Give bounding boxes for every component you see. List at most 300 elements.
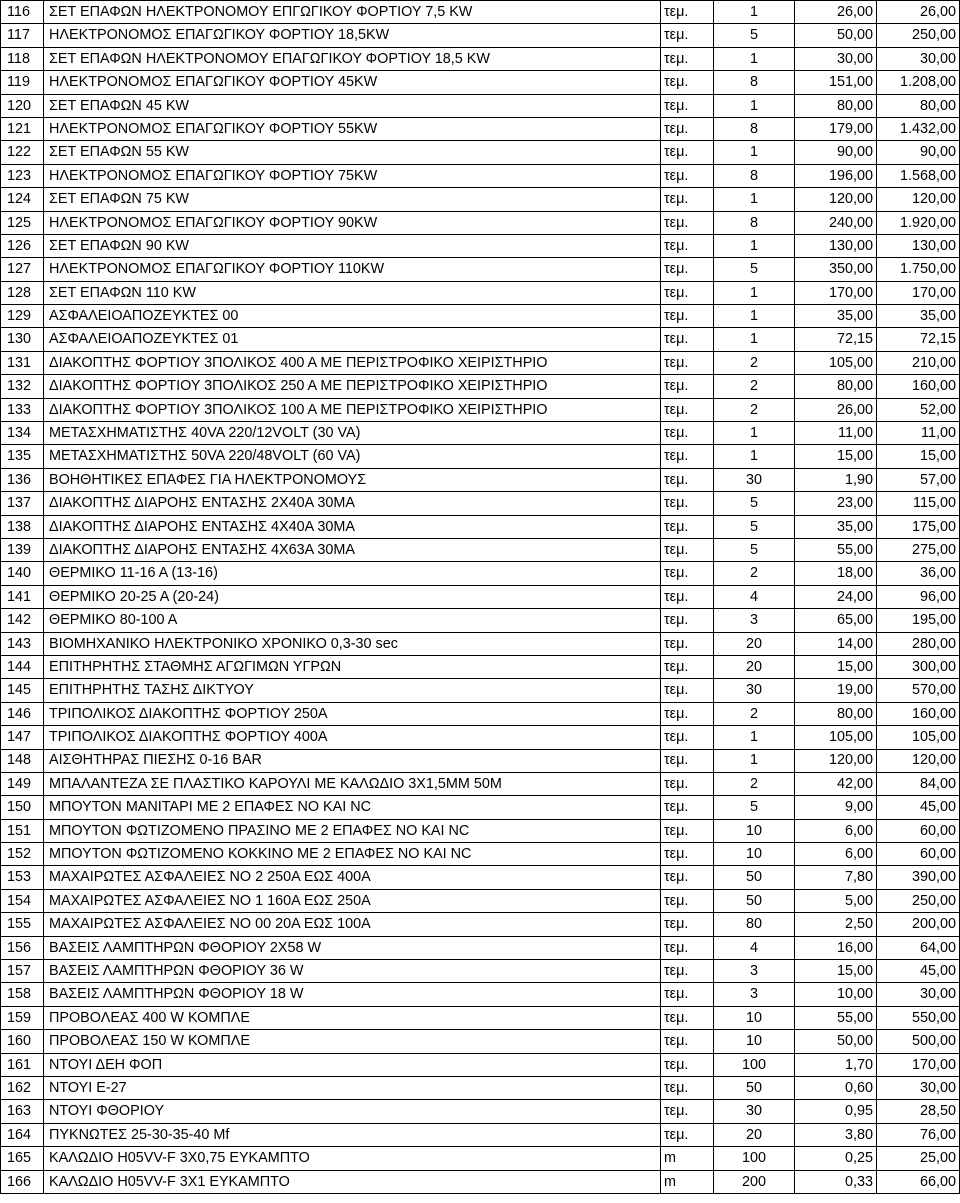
row-number-cell: 126 bbox=[1, 234, 44, 257]
unit-price-cell: 240,00 bbox=[795, 211, 877, 234]
unit-price-cell: 7,80 bbox=[795, 866, 877, 889]
description-cell: ΠΡΟΒΟΛΕΑΣ 150 W ΚΟΜΠΛΕ bbox=[44, 1030, 661, 1053]
unit-price-cell: 105,00 bbox=[795, 351, 877, 374]
unit-cell: τεμ. bbox=[661, 258, 714, 281]
description-cell: ΜΑΧΑΙΡΩΤΕΣ ΑΣΦΑΛΕΙΕΣ ΝΟ 2 250Α ΕΩΣ 400Α bbox=[44, 866, 661, 889]
table-row bbox=[1, 71, 960, 94]
quantity-cell: 5 bbox=[714, 515, 795, 538]
quantity-cell: 5 bbox=[714, 492, 795, 515]
unit-cell: τεμ. bbox=[661, 983, 714, 1006]
table-row bbox=[1, 585, 960, 608]
unit-price-cell: 50,00 bbox=[795, 1030, 877, 1053]
description-cell: ΒΙΟΜΗΧΑΝΙΚΟ ΗΛΕΚΤΡΟΝΙΚΟ ΧΡΟΝΙΚΟ 0,3-30 sec bbox=[44, 632, 661, 655]
unit-price-cell: 14,00 bbox=[795, 632, 877, 655]
table-row bbox=[1, 117, 960, 140]
table-row bbox=[1, 445, 960, 468]
total-cell: 36,00 bbox=[877, 562, 960, 585]
unit-cell: τεμ. bbox=[661, 913, 714, 936]
quantity-cell: 200 bbox=[714, 1170, 795, 1193]
total-cell: 11,00 bbox=[877, 422, 960, 445]
total-cell: 175,00 bbox=[877, 515, 960, 538]
unit-price-cell: 10,00 bbox=[795, 983, 877, 1006]
table-row bbox=[1, 562, 960, 585]
table-row bbox=[1, 328, 960, 351]
unit-cell: τεμ. bbox=[661, 94, 714, 117]
table-row bbox=[1, 94, 960, 117]
unit-cell: m bbox=[661, 1170, 714, 1193]
unit-cell: τεμ. bbox=[661, 468, 714, 491]
row-number-cell: 164 bbox=[1, 1123, 44, 1146]
description-cell: ΣΕΤ ΕΠΑΦΩΝ ΗΛΕΚΤΡΟΝΟΜΟΥ ΕΠΓΩΓΙΚΟΥ ΦΟΡΤΙΟΥ 7,5 KW bbox=[44, 1, 661, 24]
row-number-cell: 128 bbox=[1, 281, 44, 304]
table-row bbox=[1, 47, 960, 70]
row-number-cell: 136 bbox=[1, 468, 44, 491]
description-cell: ΠΥΚΝΩΤΕΣ 25-30-35-40 Mf bbox=[44, 1123, 661, 1146]
row-number-cell: 141 bbox=[1, 585, 44, 608]
row-number-cell: 130 bbox=[1, 328, 44, 351]
table-row bbox=[1, 655, 960, 678]
description-cell: ΕΠΙΤΗΡΗΤΗΣ ΤΑΣΗΣ ΔΙΚΤΥΟΥ bbox=[44, 679, 661, 702]
row-number-cell: 132 bbox=[1, 375, 44, 398]
unit-cell: τεμ. bbox=[661, 562, 714, 585]
quantity-cell: 100 bbox=[714, 1053, 795, 1076]
table-row bbox=[1, 819, 960, 842]
table-row bbox=[1, 1, 960, 24]
unit-price-cell: 35,00 bbox=[795, 305, 877, 328]
quantity-cell: 10 bbox=[714, 843, 795, 866]
unit-cell: τεμ. bbox=[661, 141, 714, 164]
unit-price-cell: 1,70 bbox=[795, 1053, 877, 1076]
total-cell: 130,00 bbox=[877, 234, 960, 257]
quantity-cell: 3 bbox=[714, 960, 795, 983]
row-number-cell: 140 bbox=[1, 562, 44, 585]
row-number-cell: 150 bbox=[1, 796, 44, 819]
unit-price-cell: 65,00 bbox=[795, 609, 877, 632]
total-cell: 60,00 bbox=[877, 843, 960, 866]
row-number-cell: 138 bbox=[1, 515, 44, 538]
quantity-cell: 1 bbox=[714, 445, 795, 468]
unit-cell: τεμ. bbox=[661, 281, 714, 304]
unit-price-cell: 18,00 bbox=[795, 562, 877, 585]
unit-price-cell: 1,90 bbox=[795, 468, 877, 491]
table-row bbox=[1, 1076, 960, 1099]
total-cell: 120,00 bbox=[877, 188, 960, 211]
description-cell: ΠΡΟΒΟΛΕΑΣ 400 W ΚΟΜΠΛΕ bbox=[44, 1006, 661, 1029]
description-cell: ΣΕΤ ΕΠΑΦΩΝ 110 KW bbox=[44, 281, 661, 304]
quantity-cell: 5 bbox=[714, 24, 795, 47]
row-number-cell: 120 bbox=[1, 94, 44, 117]
table-row bbox=[1, 889, 960, 912]
description-cell: ΔΙΑΚΟΠΤΗΣ ΔΙΑΡΟΗΣ ΕΝΤΑΣΗΣ 4Χ63Α 30ΜΑ bbox=[44, 538, 661, 561]
unit-price-cell: 179,00 bbox=[795, 117, 877, 140]
unit-cell: τεμ. bbox=[661, 889, 714, 912]
description-cell: ΜΑΧΑΙΡΩΤΕΣ ΑΣΦΑΛΕΙΕΣ ΝΟ 00 20Α ΕΩΣ 100Α bbox=[44, 913, 661, 936]
unit-price-cell: 0,60 bbox=[795, 1076, 877, 1099]
total-cell: 115,00 bbox=[877, 492, 960, 515]
table-row bbox=[1, 234, 960, 257]
unit-cell: τεμ. bbox=[661, 164, 714, 187]
table-row bbox=[1, 609, 960, 632]
description-cell: ΔΙΑΚΟΠΤΗΣ ΔΙΑΡΟΗΣ ΕΝΤΑΣΗΣ 2Χ40Α 30ΜΑ bbox=[44, 492, 661, 515]
description-cell: ΣΕΤ ΕΠΑΦΩΝ 45 KW bbox=[44, 94, 661, 117]
row-number-cell: 162 bbox=[1, 1076, 44, 1099]
unit-cell: τεμ. bbox=[661, 796, 714, 819]
table-row bbox=[1, 141, 960, 164]
total-cell: 1.920,00 bbox=[877, 211, 960, 234]
unit-cell: τεμ. bbox=[661, 515, 714, 538]
description-cell: ΝΤΟΥΙ ΦΘΟΡΙΟΥ bbox=[44, 1100, 661, 1123]
unit-price-cell: 170,00 bbox=[795, 281, 877, 304]
table-row bbox=[1, 164, 960, 187]
total-cell: 300,00 bbox=[877, 655, 960, 678]
row-number-cell: 156 bbox=[1, 936, 44, 959]
row-number-cell: 123 bbox=[1, 164, 44, 187]
description-cell: ΔΙΑΚΟΠΤΗΣ ΦΟΡΤΙΟΥ 3ΠΟΛΙΚΟΣ 100 Α ΜΕ ΠΕΡΙΣΤΡΟΦΙΚΟ ΧΕΙΡΙΣΤΗΡΙΟ bbox=[44, 398, 661, 421]
unit-cell: τεμ. bbox=[661, 492, 714, 515]
unit-price-cell: 0,25 bbox=[795, 1147, 877, 1170]
quantity-cell: 30 bbox=[714, 1100, 795, 1123]
total-cell: 160,00 bbox=[877, 375, 960, 398]
table-row bbox=[1, 281, 960, 304]
total-cell: 30,00 bbox=[877, 1076, 960, 1099]
unit-cell: τεμ. bbox=[661, 702, 714, 725]
quantity-cell: 5 bbox=[714, 538, 795, 561]
unit-price-cell: 80,00 bbox=[795, 94, 877, 117]
table-row bbox=[1, 515, 960, 538]
total-cell: 84,00 bbox=[877, 772, 960, 795]
quantity-cell: 4 bbox=[714, 936, 795, 959]
unit-cell: τεμ. bbox=[661, 632, 714, 655]
quantity-cell: 8 bbox=[714, 117, 795, 140]
description-cell: ΣΕΤ ΕΠΑΦΩΝ 75 KW bbox=[44, 188, 661, 211]
unit-cell: τεμ. bbox=[661, 422, 714, 445]
total-cell: 250,00 bbox=[877, 24, 960, 47]
unit-price-cell: 3,80 bbox=[795, 1123, 877, 1146]
quantity-cell: 1 bbox=[714, 726, 795, 749]
description-cell: ΗΛΕΚΤΡΟΝΟΜΟΣ ΕΠΑΓΩΓΙΚΟΥ ΦΟΡΤΙΟΥ 90KW bbox=[44, 211, 661, 234]
unit-price-cell: 15,00 bbox=[795, 445, 877, 468]
description-cell: ΝΤΟΥΙ ΔΕΗ ΦΟΠ bbox=[44, 1053, 661, 1076]
description-cell: ΜΠΟΥΤΟΝ ΜΑΝΙΤΑΡΙ ΜΕ 2 ΕΠΑΦΕΣ ΝΟ ΚΑΙ NC bbox=[44, 796, 661, 819]
unit-price-cell: 105,00 bbox=[795, 726, 877, 749]
table-row bbox=[1, 1006, 960, 1029]
quantity-cell: 3 bbox=[714, 983, 795, 1006]
quantity-cell: 1 bbox=[714, 749, 795, 772]
row-number-cell: 142 bbox=[1, 609, 44, 632]
unit-cell: τεμ. bbox=[661, 866, 714, 889]
quantity-cell: 1 bbox=[714, 281, 795, 304]
unit-price-cell: 15,00 bbox=[795, 655, 877, 678]
total-cell: 1.750,00 bbox=[877, 258, 960, 281]
description-cell: ΑΣΦΑΛΕΙΟΑΠΟΖΕΥΚΤΕΣ 00 bbox=[44, 305, 661, 328]
row-number-cell: 161 bbox=[1, 1053, 44, 1076]
row-number-cell: 163 bbox=[1, 1100, 44, 1123]
description-cell: ΗΛΕΚΤΡΟΝΟΜΟΣ ΕΠΑΓΩΓΙΚΟΥ ΦΟΡΤΙΟΥ 45KW bbox=[44, 71, 661, 94]
row-number-cell: 122 bbox=[1, 141, 44, 164]
total-cell: 570,00 bbox=[877, 679, 960, 702]
total-cell: 160,00 bbox=[877, 702, 960, 725]
unit-price-cell: 6,00 bbox=[795, 843, 877, 866]
quantity-cell: 2 bbox=[714, 562, 795, 585]
total-cell: 275,00 bbox=[877, 538, 960, 561]
row-number-cell: 158 bbox=[1, 983, 44, 1006]
unit-price-cell: 23,00 bbox=[795, 492, 877, 515]
quantity-cell: 2 bbox=[714, 702, 795, 725]
description-cell: ΜΕΤΑΣΧΗΜΑΤΙΣΤΗΣ 50VA 220/48VOLT (60 VA) bbox=[44, 445, 661, 468]
total-cell: 28,50 bbox=[877, 1100, 960, 1123]
table-row bbox=[1, 936, 960, 959]
quantity-cell: 10 bbox=[714, 1006, 795, 1029]
unit-cell: τεμ. bbox=[661, 726, 714, 749]
row-number-cell: 146 bbox=[1, 702, 44, 725]
quantity-cell: 50 bbox=[714, 889, 795, 912]
quantity-cell: 4 bbox=[714, 585, 795, 608]
quantity-cell: 2 bbox=[714, 772, 795, 795]
description-cell: ΒΑΣΕΙΣ ΛΑΜΠΤΗΡΩΝ ΦΘΟΡΙΟΥ 2Χ58 W bbox=[44, 936, 661, 959]
table-row bbox=[1, 351, 960, 374]
description-cell: ΜΠΟΥΤΟΝ ΦΩΤΙΖΟΜΕΝΟ ΚΟΚΚΙΝΟ ΜΕ 2 ΕΠΑΦΕΣ ΝΟ ΚΑΙ NC bbox=[44, 843, 661, 866]
unit-price-cell: 0,33 bbox=[795, 1170, 877, 1193]
quantity-cell: 2 bbox=[714, 351, 795, 374]
unit-price-cell: 30,00 bbox=[795, 47, 877, 70]
table-row bbox=[1, 726, 960, 749]
description-cell: ΗΛΕΚΤΡΟΝΟΜΟΣ ΕΠΑΓΩΓΙΚΟΥ ΦΟΡΤΙΟΥ 18,5KW bbox=[44, 24, 661, 47]
unit-price-cell: 6,00 bbox=[795, 819, 877, 842]
total-cell: 72,15 bbox=[877, 328, 960, 351]
unit-price-cell: 11,00 bbox=[795, 422, 877, 445]
unit-price-cell: 5,00 bbox=[795, 889, 877, 912]
unit-cell: τεμ. bbox=[661, 585, 714, 608]
row-number-cell: 137 bbox=[1, 492, 44, 515]
unit-cell: τεμ. bbox=[661, 71, 714, 94]
total-cell: 76,00 bbox=[877, 1123, 960, 1146]
quantity-cell: 1 bbox=[714, 234, 795, 257]
row-number-cell: 139 bbox=[1, 538, 44, 561]
description-cell: ΔΙΑΚΟΠΤΗΣ ΔΙΑΡΟΗΣ ΕΝΤΑΣΗΣ 4Χ40Α 30ΜΑ bbox=[44, 515, 661, 538]
unit-price-cell: 42,00 bbox=[795, 772, 877, 795]
unit-price-cell: 120,00 bbox=[795, 749, 877, 772]
description-cell: ΚΑΛΩΔΙΟ H05VV-F 3Χ1 ΕΥΚΑΜΠΤΟ bbox=[44, 1170, 661, 1193]
unit-cell: τεμ. bbox=[661, 305, 714, 328]
row-number-cell: 135 bbox=[1, 445, 44, 468]
quantity-cell: 8 bbox=[714, 211, 795, 234]
unit-cell: τεμ. bbox=[661, 234, 714, 257]
unit-price-cell: 24,00 bbox=[795, 585, 877, 608]
row-number-cell: 118 bbox=[1, 47, 44, 70]
quantity-cell: 1 bbox=[714, 422, 795, 445]
unit-cell: τεμ. bbox=[661, 1, 714, 24]
unit-cell: τεμ. bbox=[661, 819, 714, 842]
unit-price-cell: 9,00 bbox=[795, 796, 877, 819]
total-cell: 120,00 bbox=[877, 749, 960, 772]
quantity-cell: 1 bbox=[714, 1, 795, 24]
unit-price-cell: 55,00 bbox=[795, 1006, 877, 1029]
description-cell: ΚΑΛΩΔΙΟ H05VV-F 3Χ0,75 ΕΥΚΑΜΠΤΟ bbox=[44, 1147, 661, 1170]
total-cell: 30,00 bbox=[877, 47, 960, 70]
unit-price-cell: 15,00 bbox=[795, 960, 877, 983]
unit-price-cell: 50,00 bbox=[795, 24, 877, 47]
unit-cell: τεμ. bbox=[661, 1053, 714, 1076]
total-cell: 25,00 bbox=[877, 1147, 960, 1170]
table-row bbox=[1, 749, 960, 772]
table-row bbox=[1, 913, 960, 936]
unit-cell: τεμ. bbox=[661, 1123, 714, 1146]
row-number-cell: 124 bbox=[1, 188, 44, 211]
unit-cell: τεμ. bbox=[661, 679, 714, 702]
table-row bbox=[1, 1123, 960, 1146]
description-cell: ΗΛΕΚΤΡΟΝΟΜΟΣ ΕΠΑΓΩΓΙΚΟΥ ΦΟΡΤΙΟΥ 55KW bbox=[44, 117, 661, 140]
unit-cell: τεμ. bbox=[661, 749, 714, 772]
quantity-cell: 100 bbox=[714, 1147, 795, 1170]
row-number-cell: 166 bbox=[1, 1170, 44, 1193]
table-row bbox=[1, 492, 960, 515]
description-cell: ΣΕΤ ΕΠΑΦΩΝ ΗΛΕΚΤΡΟΝΟΜΟΥ ΕΠΑΓΩΓΙΚΟΥ ΦΟΡΤΙΟΥ 18,5 KW bbox=[44, 47, 661, 70]
row-number-cell: 117 bbox=[1, 24, 44, 47]
row-number-cell: 152 bbox=[1, 843, 44, 866]
table-row bbox=[1, 983, 960, 1006]
quantity-cell: 20 bbox=[714, 632, 795, 655]
description-cell: ΜΠΑΛΑΝΤΕΖΑ ΣΕ ΠΛΑΣΤΙΚΟ ΚΑΡΟΥΛΙ ΜΕ ΚΑΛΩΔΙΟ 3Χ1,5ΜΜ 50Μ bbox=[44, 772, 661, 795]
row-number-cell: 157 bbox=[1, 960, 44, 983]
row-number-cell: 131 bbox=[1, 351, 44, 374]
table-row bbox=[1, 375, 960, 398]
total-cell: 280,00 bbox=[877, 632, 960, 655]
unit-cell: τεμ. bbox=[661, 117, 714, 140]
description-cell: ΘΕΡΜΙΚΟ 11-16 Α (13-16) bbox=[44, 562, 661, 585]
table-row bbox=[1, 796, 960, 819]
table-row bbox=[1, 1147, 960, 1170]
table-row bbox=[1, 211, 960, 234]
unit-price-cell: 35,00 bbox=[795, 515, 877, 538]
row-number-cell: 116 bbox=[1, 1, 44, 24]
description-cell: ΒΟΗΘΗΤΙΚΕΣ ΕΠΑΦΕΣ ΓΙΑ ΗΛΕΚΤΡΟΝΟΜΟΥΣ bbox=[44, 468, 661, 491]
unit-cell: τεμ. bbox=[661, 188, 714, 211]
total-cell: 60,00 bbox=[877, 819, 960, 842]
quantity-cell: 1 bbox=[714, 47, 795, 70]
quantity-cell: 1 bbox=[714, 94, 795, 117]
unit-cell: τεμ. bbox=[661, 445, 714, 468]
unit-cell: τεμ. bbox=[661, 609, 714, 632]
description-cell: ΑΣΦΑΛΕΙΟΑΠΟΖΕΥΚΤΕΣ 01 bbox=[44, 328, 661, 351]
total-cell: 30,00 bbox=[877, 983, 960, 1006]
quantity-cell: 1 bbox=[714, 188, 795, 211]
table-row bbox=[1, 866, 960, 889]
unit-price-cell: 196,00 bbox=[795, 164, 877, 187]
table-row bbox=[1, 398, 960, 421]
description-cell: ΘΕΡΜΙΚΟ 80-100 Α bbox=[44, 609, 661, 632]
row-number-cell: 160 bbox=[1, 1030, 44, 1053]
quantity-cell: 80 bbox=[714, 913, 795, 936]
total-cell: 66,00 bbox=[877, 1170, 960, 1193]
total-cell: 200,00 bbox=[877, 913, 960, 936]
row-number-cell: 153 bbox=[1, 866, 44, 889]
unit-price-cell: 16,00 bbox=[795, 936, 877, 959]
total-cell: 170,00 bbox=[877, 1053, 960, 1076]
total-cell: 390,00 bbox=[877, 866, 960, 889]
total-cell: 1.568,00 bbox=[877, 164, 960, 187]
unit-price-cell: 120,00 bbox=[795, 188, 877, 211]
total-cell: 26,00 bbox=[877, 1, 960, 24]
row-number-cell: 151 bbox=[1, 819, 44, 842]
row-number-cell: 144 bbox=[1, 655, 44, 678]
table-row bbox=[1, 538, 960, 561]
description-cell: ΤΡΙΠΟΛΙΚΟΣ ΔΙΑΚΟΠΤΗΣ ΦΟΡΤΙΟΥ 400Α bbox=[44, 726, 661, 749]
description-cell: ΔΙΑΚΟΠΤΗΣ ΦΟΡΤΙΟΥ 3ΠΟΛΙΚΟΣ 400 Α ΜΕ ΠΕΡΙΣΤΡΟΦΙΚΟ ΧΕΙΡΙΣΤΗΡΙΟ bbox=[44, 351, 661, 374]
quantity-cell: 1 bbox=[714, 141, 795, 164]
quantity-cell: 20 bbox=[714, 1123, 795, 1146]
unit-cell: τεμ. bbox=[661, 328, 714, 351]
quantity-cell: 8 bbox=[714, 164, 795, 187]
quantity-cell: 8 bbox=[714, 71, 795, 94]
quantity-cell: 5 bbox=[714, 796, 795, 819]
quantity-cell: 10 bbox=[714, 1030, 795, 1053]
table-row bbox=[1, 960, 960, 983]
unit-cell: τεμ. bbox=[661, 1006, 714, 1029]
description-cell: ΜΑΧΑΙΡΩΤΕΣ ΑΣΦΑΛΕΙΕΣ ΝΟ 1 160Α ΕΩΣ 250Α bbox=[44, 889, 661, 912]
description-cell: ΗΛΕΚΤΡΟΝΟΜΟΣ ΕΠΑΓΩΓΙΚΟΥ ΦΟΡΤΙΟΥ 110KW bbox=[44, 258, 661, 281]
unit-price-cell: 72,15 bbox=[795, 328, 877, 351]
total-cell: 500,00 bbox=[877, 1030, 960, 1053]
unit-cell: τεμ. bbox=[661, 24, 714, 47]
table-row bbox=[1, 188, 960, 211]
description-cell: ΣΕΤ ΕΠΑΦΩΝ 55 KW bbox=[44, 141, 661, 164]
row-number-cell: 159 bbox=[1, 1006, 44, 1029]
unit-price-cell: 26,00 bbox=[795, 398, 877, 421]
quantity-cell: 10 bbox=[714, 819, 795, 842]
total-cell: 1.432,00 bbox=[877, 117, 960, 140]
description-cell: ΕΠΙΤΗΡΗΤΗΣ ΣΤΑΘΜΗΣ ΑΓΩΓΙΜΩΝ ΥΓΡΩΝ bbox=[44, 655, 661, 678]
total-cell: 45,00 bbox=[877, 960, 960, 983]
total-cell: 57,00 bbox=[877, 468, 960, 491]
row-number-cell: 121 bbox=[1, 117, 44, 140]
total-cell: 35,00 bbox=[877, 305, 960, 328]
row-number-cell: 119 bbox=[1, 71, 44, 94]
row-number-cell: 145 bbox=[1, 679, 44, 702]
table-row bbox=[1, 24, 960, 47]
unit-cell: τεμ. bbox=[661, 47, 714, 70]
row-number-cell: 148 bbox=[1, 749, 44, 772]
unit-cell: τεμ. bbox=[661, 1030, 714, 1053]
unit-cell: τεμ. bbox=[661, 843, 714, 866]
total-cell: 550,00 bbox=[877, 1006, 960, 1029]
quantity-cell: 30 bbox=[714, 468, 795, 491]
total-cell: 195,00 bbox=[877, 609, 960, 632]
unit-cell: τεμ. bbox=[661, 1076, 714, 1099]
unit-price-cell: 80,00 bbox=[795, 702, 877, 725]
total-cell: 15,00 bbox=[877, 445, 960, 468]
quantity-cell: 1 bbox=[714, 305, 795, 328]
total-cell: 210,00 bbox=[877, 351, 960, 374]
table-row bbox=[1, 702, 960, 725]
total-cell: 250,00 bbox=[877, 889, 960, 912]
table-row bbox=[1, 305, 960, 328]
row-number-cell: 147 bbox=[1, 726, 44, 749]
table-row bbox=[1, 422, 960, 445]
description-cell: ΘΕΡΜΙΚΟ 20-25 Α (20-24) bbox=[44, 585, 661, 608]
total-cell: 105,00 bbox=[877, 726, 960, 749]
description-cell: ΒΑΣΕΙΣ ΛΑΜΠΤΗΡΩΝ ΦΘΟΡΙΟΥ 36 W bbox=[44, 960, 661, 983]
table-row bbox=[1, 1170, 960, 1193]
quantity-cell: 5 bbox=[714, 258, 795, 281]
quantity-cell: 30 bbox=[714, 679, 795, 702]
table-row bbox=[1, 468, 960, 491]
quantity-cell: 2 bbox=[714, 398, 795, 421]
quantity-cell: 20 bbox=[714, 655, 795, 678]
description-cell: ΝΤΟΥΙ Ε-27 bbox=[44, 1076, 661, 1099]
unit-cell: τεμ. bbox=[661, 351, 714, 374]
quantity-cell: 50 bbox=[714, 866, 795, 889]
quantity-cell: 50 bbox=[714, 1076, 795, 1099]
